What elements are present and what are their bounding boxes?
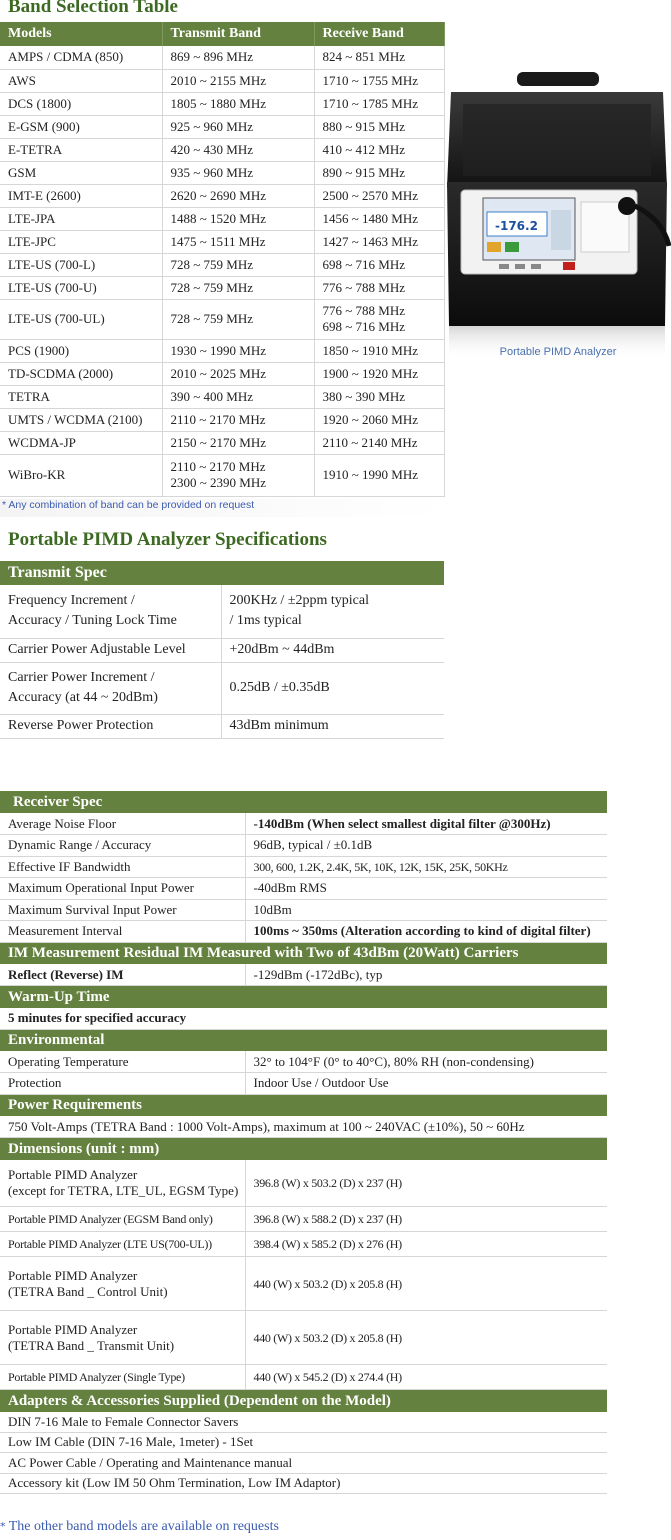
cell-line: 728 ~ 759 MHz	[170, 311, 254, 326]
band-row	[0, 184, 445, 207]
spec-row	[0, 1051, 607, 1073]
dimension-row	[0, 1311, 607, 1365]
cell-line: 698 ~ 716 MHz	[322, 256, 406, 272]
device-photo	[443, 70, 671, 366]
cell-line: Carrier Power Increment /	[8, 670, 155, 685]
cell-line: 2300 ~ 2390 MHz	[170, 475, 267, 490]
band-model: PCS (1900)	[0, 339, 162, 362]
specifications-title: Portable PIMD Analyzer Specifications	[8, 529, 327, 550]
band-receive	[314, 253, 445, 276]
band-row	[0, 161, 445, 184]
band-transmit	[162, 362, 314, 385]
environmental-header	[0, 1029, 607, 1051]
spec-text: 750 Volt-Amps (TETRA Band : 1000 Volt-Amps), maximum at 100 ~ 240VAC (±10%), 50 ~ 60Hz	[0, 1116, 607, 1138]
spec-key: Maximum Survival Input Power	[0, 899, 245, 921]
transmit-spec-table	[0, 561, 444, 739]
dimension-row	[0, 1207, 607, 1232]
band-row	[0, 276, 445, 299]
spec-value: -140dBm (When select smallest digital filter @300Hz)	[245, 813, 607, 835]
receiver-spec-header-label: Receiver Spec	[0, 791, 607, 813]
band-row	[0, 46, 445, 69]
dimension-model	[0, 1207, 245, 1232]
band-receive	[314, 431, 445, 454]
cell-line: Reverse Power Protection	[8, 718, 154, 733]
dimension-value: 398.4 (W) x 585.2 (D) x 276 (H)	[245, 1232, 607, 1257]
cell-line: 200KHz / ±2ppm typical	[229, 593, 369, 609]
cell-line: 1475 ~ 1511 MHz	[170, 233, 266, 249]
spec-value: -40dBm RMS	[245, 878, 607, 900]
spec-row	[0, 1073, 607, 1095]
cell-line: 1710 ~ 1785 MHz	[322, 95, 419, 111]
transmit-value	[221, 638, 444, 662]
cell-line: 728 ~ 759 MHz	[170, 256, 254, 272]
footer-star: *	[0, 1520, 6, 1533]
dimension-model	[0, 1311, 245, 1365]
cell-line: Portable PIMD Analyzer (EGSM Band only)	[8, 1212, 213, 1226]
spec-text: DIN 7-16 Male to Female Connector Savers	[0, 1412, 607, 1433]
cell-line: Portable PIMD Analyzer	[8, 1321, 138, 1337]
band-model: UMTS / WCDMA (2100)	[0, 408, 162, 431]
spec-row	[0, 1008, 607, 1030]
cell-line: 0.25dB / ±0.35dB	[229, 680, 330, 695]
cell-line: 2150 ~ 2170 MHz	[170, 434, 267, 450]
band-transmit	[162, 69, 314, 92]
transmit-value	[221, 662, 444, 714]
spec-key: Protection	[0, 1073, 245, 1095]
band-receive	[314, 207, 445, 230]
band-receive	[314, 276, 445, 299]
band-model: LTE-US (700-L)	[0, 253, 162, 276]
band-model: WiBro-KR	[0, 454, 162, 496]
spec-key: Effective IF Bandwidth	[0, 856, 245, 878]
band-row	[0, 230, 445, 253]
band-transmit	[162, 184, 314, 207]
band-row	[0, 92, 445, 115]
band-row	[0, 69, 445, 92]
band-model: LTE-US (700-UL)	[0, 299, 162, 339]
dimension-model	[0, 1365, 245, 1390]
cell-line: 824 ~ 851 MHz	[322, 49, 406, 65]
cell-line: 1805 ~ 1880 MHz	[170, 95, 267, 111]
cell-line: 1850 ~ 1910 MHz	[322, 342, 419, 358]
spec-text: 5 minutes for specified accuracy	[0, 1008, 607, 1030]
band-receive	[314, 161, 445, 184]
transmit-row	[0, 714, 444, 738]
cell-line: 1920 ~ 2060 MHz	[322, 411, 419, 427]
spec-text: Accessory kit (Low IM 50 Ohm Termination, Low IM Adaptor)	[0, 1473, 607, 1494]
spec-value: 32° to 104°F (0° to 40°C), 80% RH (non-condensing)	[245, 1051, 607, 1073]
band-model: E-TETRA	[0, 138, 162, 161]
spec-row	[0, 835, 607, 857]
spec-value: 100ms ~ 350ms (Alteration according to kind of digital filter)	[245, 921, 607, 943]
cell-line: 2010 ~ 2155 MHz	[170, 72, 267, 88]
transmit-value	[221, 714, 444, 738]
cell-line: Accuracy / Tuning Lock Time	[8, 613, 177, 629]
band-receive	[314, 46, 445, 69]
band-model: LTE-US (700-U)	[0, 276, 162, 299]
spec-table	[0, 791, 607, 1494]
transmit-spec-header: Transmit Spec	[0, 561, 444, 585]
footer-note	[0, 1519, 279, 1535]
band-transmit	[162, 408, 314, 431]
cell-line: 1710 ~ 1755 MHz	[322, 72, 419, 88]
spec-row	[0, 921, 607, 943]
spec-row	[0, 1116, 607, 1138]
cell-line: Portable PIMD Analyzer	[8, 1166, 138, 1182]
transmit-key	[0, 638, 221, 662]
cell-line: 2110 ~ 2170 MHz	[170, 459, 266, 474]
band-receive	[314, 69, 445, 92]
band-row	[0, 408, 445, 431]
cell-line: 935 ~ 960 MHz	[170, 164, 254, 180]
band-table-header	[0, 22, 445, 46]
cell-line: 880 ~ 915 MHz	[322, 118, 406, 134]
cell-line: Frequency Increment /	[8, 593, 135, 609]
power-header	[0, 1094, 607, 1116]
spec-row	[0, 1473, 607, 1494]
band-transmit	[162, 230, 314, 253]
cell-line: Accuracy (at 44 ~ 20dBm)	[8, 690, 158, 705]
spec-value: Indoor Use / Outdoor Use	[245, 1073, 607, 1095]
cell-line: 1456 ~ 1480 MHz	[322, 210, 419, 226]
cell-line: 2500 ~ 2570 MHz	[322, 187, 419, 203]
spec-row	[0, 878, 607, 900]
im-header	[0, 942, 607, 964]
band-selection-table	[0, 22, 445, 497]
spec-value: 300, 600, 1.2K, 2.4K, 5K, 10K, 12K, 15K, 25K, 50KHz	[245, 856, 607, 878]
dimension-model	[0, 1257, 245, 1311]
band-row	[0, 207, 445, 230]
spec-text: Low IM Cable (DIN 7-16 Male, 1meter) - 1Set	[0, 1432, 607, 1453]
band-transmit	[162, 161, 314, 184]
band-receive	[314, 339, 445, 362]
header-receive-band: Receive Band	[314, 22, 445, 46]
header-transmit-band: Transmit Band	[162, 22, 314, 46]
cell-line: 390 ~ 400 MHz	[170, 388, 254, 404]
screen-value: -176.2	[495, 219, 538, 233]
dimension-value: 396.8 (W) x 503.2 (D) x 237 (H)	[245, 1160, 607, 1207]
cell-line: 698 ~ 716 MHz	[322, 319, 406, 334]
band-receive	[314, 184, 445, 207]
band-receive	[314, 385, 445, 408]
spec-row	[0, 964, 607, 986]
spec-value: 96dB, typical / ±0.1dB	[245, 835, 607, 857]
band-receive	[314, 362, 445, 385]
band-receive	[314, 230, 445, 253]
band-transmit	[162, 46, 314, 69]
cell-line: 1488 ~ 1520 MHz	[170, 210, 267, 226]
band-row	[0, 385, 445, 408]
spec-row	[0, 1453, 607, 1474]
spec-key: Maximum Operational Input Power	[0, 878, 245, 900]
cell-line: 2620 ~ 2690 MHz	[170, 187, 267, 203]
band-receive	[314, 454, 445, 496]
band-transmit	[162, 299, 314, 339]
transmit-key	[0, 585, 221, 638]
cell-line: 2110 ~ 2170 MHz	[170, 411, 266, 427]
cell-line: (TETRA Band _ Transmit Unit)	[8, 1337, 175, 1353]
cell-line: 43dBm minimum	[229, 718, 329, 733]
case-handle	[517, 72, 599, 86]
band-model: IMT-E (2600)	[0, 184, 162, 207]
spec-row	[0, 1432, 607, 1453]
band-model: GSM	[0, 161, 162, 184]
band-row	[0, 454, 445, 496]
band-selection-title: Band Selection Table	[8, 0, 178, 17]
dimension-value: 396.8 (W) x 588.2 (D) x 237 (H)	[245, 1207, 607, 1232]
cell-line: 2010 ~ 2025 MHz	[170, 365, 267, 381]
spec-key: Measurement Interval	[0, 921, 245, 943]
band-row	[0, 253, 445, 276]
cell-line: 410 ~ 412 MHz	[322, 141, 406, 157]
spec-key: Average Noise Floor	[0, 813, 245, 835]
environmental-header-label: Environmental	[0, 1029, 607, 1051]
cell-line: 728 ~ 759 MHz	[170, 279, 254, 295]
warmup-header-label: Warm-Up Time	[0, 986, 607, 1008]
cell-line: (except for TETRA, LTE_UL, EGSM Type)	[8, 1182, 239, 1198]
device-caption: Portable PIMD Analyzer	[499, 346, 617, 358]
band-receive	[314, 138, 445, 161]
band-row	[0, 299, 445, 339]
band-model: TETRA	[0, 385, 162, 408]
spec-row	[0, 1412, 607, 1433]
transmit-row	[0, 638, 444, 662]
spec-value: -129dBm (-172dBc), typ	[245, 964, 607, 986]
dimension-row	[0, 1365, 607, 1390]
cell-line: 380 ~ 390 MHz	[322, 388, 406, 404]
connector-port	[618, 197, 636, 215]
cell-line: 420 ~ 430 MHz	[170, 141, 254, 157]
im-header-label: IM Measurement Residual IM Measured with Two of 43dBm (20Watt) Carriers	[0, 942, 607, 964]
cell-line: Portable PIMD Analyzer	[8, 1267, 138, 1283]
dimension-value: 440 (W) x 545.2 (D) x 274.4 (H)	[245, 1365, 607, 1390]
band-transmit	[162, 339, 314, 362]
band-row	[0, 339, 445, 362]
cell-line: / 1ms typical	[229, 613, 302, 629]
band-receive	[314, 92, 445, 115]
cell-line: 1910 ~ 1990 MHz	[322, 467, 419, 482]
dimension-value: 440 (W) x 503.2 (D) x 205.8 (H)	[245, 1257, 607, 1311]
band-model: TD-SCDMA (2000)	[0, 362, 162, 385]
dimension-row	[0, 1232, 607, 1257]
dimension-value: 440 (W) x 503.2 (D) x 205.8 (H)	[245, 1311, 607, 1365]
band-transmit	[162, 253, 314, 276]
band-transmit	[162, 454, 314, 496]
dimension-model	[0, 1232, 245, 1257]
band-model: DCS (1800)	[0, 92, 162, 115]
spec-row	[0, 813, 607, 835]
spec-key: Operating Temperature	[0, 1051, 245, 1073]
band-model: LTE-JPA	[0, 207, 162, 230]
cell-line: Carrier Power Adjustable Level	[8, 642, 186, 657]
spec-row	[0, 899, 607, 921]
cell-line: 890 ~ 915 MHz	[322, 164, 406, 180]
band-model: AMPS / CDMA (850)	[0, 46, 162, 69]
accessories-header	[0, 1390, 607, 1412]
band-transmit	[162, 276, 314, 299]
cell-line: 1427 ~ 1463 MHz	[322, 233, 419, 249]
footer-note-text: The other band models are available on requests	[8, 1519, 279, 1534]
band-model: AWS	[0, 69, 162, 92]
band-receive	[314, 299, 445, 339]
spec-value: 10dBm	[245, 899, 607, 921]
band-transmit	[162, 115, 314, 138]
band-row	[0, 362, 445, 385]
band-model: WCDMA-JP	[0, 431, 162, 454]
band-row	[0, 431, 445, 454]
transmit-value	[221, 585, 444, 638]
cell-line: Portable PIMD Analyzer (Single Type)	[8, 1370, 185, 1384]
spec-text: AC Power Cable / Operating and Maintenance manual	[0, 1453, 607, 1474]
band-receive	[314, 408, 445, 431]
band-transmit	[162, 431, 314, 454]
band-row	[0, 138, 445, 161]
dimensions-header	[0, 1138, 607, 1160]
cell-line: 776 ~ 788 MHz	[322, 279, 406, 295]
transmit-key	[0, 714, 221, 738]
cell-line: 2110 ~ 2140 MHz	[322, 434, 418, 450]
spec-key: Reflect (Reverse) IM	[0, 964, 245, 986]
dimension-row	[0, 1257, 607, 1311]
accessories-header-label: Adapters & Accessories Supplied (Dependent on the Model)	[0, 1390, 607, 1412]
cell-line: 869 ~ 896 MHz	[170, 49, 254, 65]
cell-line: Portable PIMD Analyzer (LTE US(700-UL))	[8, 1237, 212, 1251]
band-transmit	[162, 92, 314, 115]
dimensions-header-label: Dimensions (unit : mm)	[0, 1138, 607, 1160]
spec-key: Dynamic Range / Accuracy	[0, 835, 245, 857]
band-transmit	[162, 385, 314, 408]
warmup-header	[0, 986, 607, 1008]
spec-row	[0, 856, 607, 878]
transmit-key	[0, 662, 221, 714]
cell-line: (TETRA Band _ Control Unit)	[8, 1283, 168, 1299]
dimension-model	[0, 1160, 245, 1207]
cell-line: 1900 ~ 1920 MHz	[322, 365, 419, 381]
dimension-row	[0, 1160, 607, 1207]
band-transmit	[162, 138, 314, 161]
band-model: E-GSM (900)	[0, 115, 162, 138]
receiver-spec-header	[0, 791, 607, 813]
cell-line: 776 ~ 788 MHz	[322, 303, 406, 318]
transmit-row	[0, 585, 444, 638]
power-header-label: Power Requirements	[0, 1094, 607, 1116]
header-models: Models	[0, 22, 162, 46]
cell-line: +20dBm ~ 44dBm	[229, 642, 335, 657]
band-note: * Any combination of band can be provided on request	[0, 499, 445, 517]
band-row	[0, 115, 445, 138]
cell-line: 1930 ~ 1990 MHz	[170, 342, 267, 358]
band-model: LTE-JPC	[0, 230, 162, 253]
band-transmit	[162, 207, 314, 230]
cell-line: 925 ~ 960 MHz	[170, 118, 254, 134]
transmit-row	[0, 662, 444, 714]
band-receive	[314, 115, 445, 138]
